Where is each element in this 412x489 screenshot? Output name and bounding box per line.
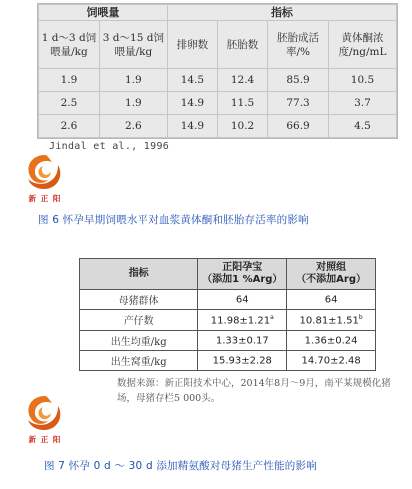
table-cell: 14.5: [167, 68, 217, 91]
swirl-logo-icon: [22, 392, 68, 436]
table-cell: 64: [198, 290, 287, 310]
table-cell: 64: [287, 290, 376, 310]
table-row: [39, 91, 397, 114]
row-label: 出生均重/kg: [80, 330, 198, 350]
company-logo: [22, 392, 68, 444]
table-cell: 10.5: [328, 68, 396, 91]
column-header: 3 d～15 d饲喂量/kg: [99, 21, 167, 68]
row-label: 出生窝重/kg: [80, 350, 198, 370]
table-row: [80, 310, 376, 330]
table-cell: 11.5: [217, 91, 267, 114]
arginine-table-image: [79, 258, 376, 371]
table-cell: 14.9: [167, 114, 217, 137]
table-cell: 15.93±2.28: [198, 350, 287, 370]
logo-text: 新 正 阳: [28, 435, 62, 444]
table-cell: 3.7: [328, 91, 396, 114]
table-cell: 14.70±2.48: [287, 350, 376, 370]
column-header: 排卵数: [167, 21, 217, 68]
table-cell: 1.9: [39, 68, 100, 91]
row-label: 母猪群体: [80, 290, 198, 310]
table-cell: 12.4: [217, 68, 267, 91]
column-header: 胚胎成活率/%: [268, 21, 329, 68]
data-source-note: 数据来源：新正阳技术中心，2014年8月～9月，南平某规模化猪场，母猪存栏5 000头。: [117, 378, 391, 404]
table-row: [80, 290, 376, 310]
table-cell: 77.3: [268, 91, 329, 114]
figure-6-caption: 图 6 怀孕早期饲喂水平对血浆黄体酮和胚胎存活率的影响: [38, 214, 309, 226]
column-header: 黄体酮浓度/ng/mL: [328, 21, 396, 68]
table-cell: 2.5: [39, 91, 100, 114]
group-header-feeding: 饲喂量: [39, 5, 168, 21]
arginine-performance-table: [79, 258, 376, 371]
table-row: [39, 114, 397, 137]
citation: Jindal et al., 1996: [49, 141, 170, 152]
table-cell: 10.81±1.51$^b$: [287, 310, 376, 330]
table-cell: 14.9: [167, 91, 217, 114]
table-row: [39, 68, 397, 91]
column-header: 对照组 （不添加Arg）: [287, 259, 376, 290]
feeding-level-table: [38, 4, 397, 138]
table-cell: 4.5: [328, 114, 396, 137]
column-header: 指标: [80, 259, 198, 290]
logo-text: 新 正 阳: [28, 194, 62, 203]
table-cell: 1.33±0.17: [198, 330, 287, 350]
column-header: 1 d～3 d饲喂量/kg: [39, 21, 100, 68]
table-cell: 2.6: [99, 114, 167, 137]
row-label: 产仔数: [80, 310, 198, 330]
column-header: 胚胎数: [217, 21, 267, 68]
table-cell: 11.98±1.21$^a$: [198, 310, 287, 330]
table-cell: 10.2: [217, 114, 267, 137]
table-cell: 2.6: [39, 114, 100, 137]
company-logo: [22, 151, 68, 203]
swirl-logo-icon: [22, 151, 68, 195]
table-cell: 1.9: [99, 91, 167, 114]
table-cell: 85.9: [268, 68, 329, 91]
group-header-indicators: 指标: [167, 5, 396, 21]
table-cell: 66.9: [268, 114, 329, 137]
table-cell: 1.36±0.24: [287, 330, 376, 350]
column-header: 正阳孕宝 （添加1 %Arg）: [198, 259, 287, 290]
table-row: [80, 350, 376, 370]
table-row: [80, 330, 376, 350]
figure-7-caption: 图 7 怀孕 0 d ～ 30 d 添加精氨酸对母猪生产性能的影响: [44, 460, 317, 472]
feeding-level-table-image: [37, 3, 398, 139]
table-cell: 1.9: [99, 68, 167, 91]
